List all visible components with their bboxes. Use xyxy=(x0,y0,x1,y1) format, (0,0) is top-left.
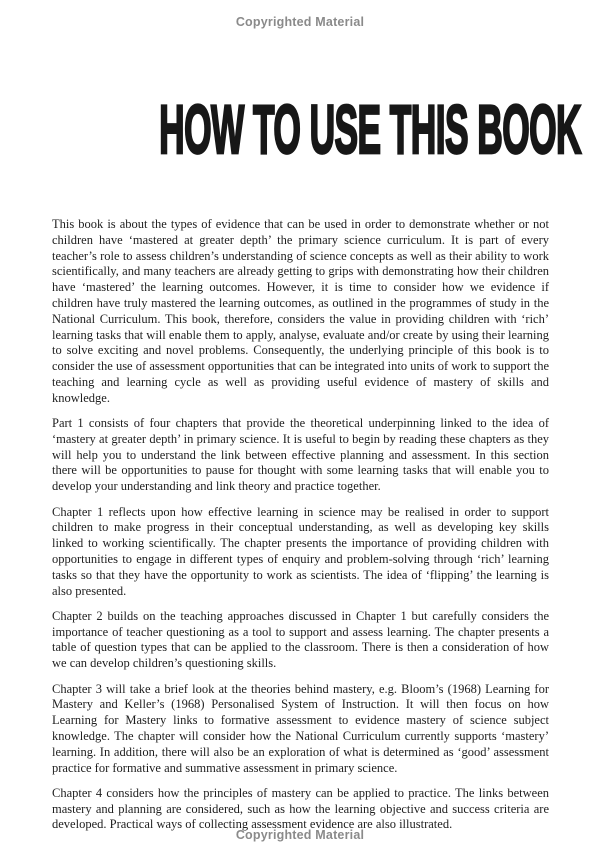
copyright-notice-top: Copyrighted Material xyxy=(235,15,365,29)
paragraph-chapter4: Chapter 4 considers how the principles of mastery can be applied to practice. The links between mastery and planning are considered, such as how the learning objective and success criteria are developed. Practical ways of collecting assessment evidence are also illustrated. xyxy=(52,785,549,832)
chapter-title: HOW TO USE THIS BOOK xyxy=(159,92,581,169)
paragraph-part1: Part 1 consists of four chapters that provide the theoretical underpinning linked to the idea of ‘mastery at greater depth’ in primary science. It is useful to begin by reading these chapters as they will help you to understand the link between effective planning and assessment. In this section there will be opportunities to pause for thought with some learning tasks that will enable you to develop your understanding and link theory and practice together. xyxy=(52,416,549,494)
body-text xyxy=(52,217,549,843)
copyright-notice-bottom: Copyrighted Material xyxy=(235,828,365,842)
paragraph-chapter3: Chapter 3 will take a brief look at the theories behind mastery, e.g. Bloom’s (1968) Learning for Mastery and Keller’s (1968) Personalised System of Instruction. It will then focus on how Learning for Mastery links to formative assessment to evidence mastery of science subject knowledge. The chapter will consider how the National Curriculum currently supports ‘mastery’ learning. In addition, there will also be an exploration of what is determined as ‘good’ assessment practice for formative and summative assessment in primary science. xyxy=(52,681,549,775)
paragraph-chapter2: Chapter 2 builds on the teaching approaches discussed in Chapter 1 but carefully considers the importance of teacher questioning as a tool to support and assess learning. The chapter presents a table of question types that can be applied to the classroom. There is then a consideration of how we can develop children’s questioning skills. xyxy=(52,608,549,671)
paragraph-chapter1: Chapter 1 reflects upon how effective learning in science may be realised in order to support children to make progress in their conceptual understanding, as well as developing key skills linked to working scientifically. The chapter presents the importance of providing children with opportunities to engage in different types of enquiry and problem-solving through ‘rich’ learning tasks so that they have the opportunity to work as scientists. The idea of ‘flipping’ the learning is also presented. xyxy=(52,504,549,598)
chapter-title-wrap xyxy=(0,92,600,169)
paragraph-intro: This book is about the types of evidence that can be used in order to demonstrate whether or not children have ‘mastered at greater depth’ the primary science curriculum. It is part of every teacher’s role to assess children’s understanding of science concepts as well as their ability to work scientifically, and many teachers are already getting to grips with demonstrating how their children have ‘mastered’ the learning outcomes. However, it is time to consider how we evidence if children have truly mastered the learning outcomes, as outlined in the programmes of study in the National Curriculum. This book, therefore, considers the value in providing children with ‘rich’ learning tasks that will enable them to apply, analyse, evaluate and/or create by using their learning to solve exciting and novel problems. Consequently, the underlying principle of this book is to consider the use of assessment opportunities that can be integrated into units of work to support the teaching and learning cycle as well as providing useful evidence of mastery of skills and knowledge. xyxy=(52,217,549,405)
